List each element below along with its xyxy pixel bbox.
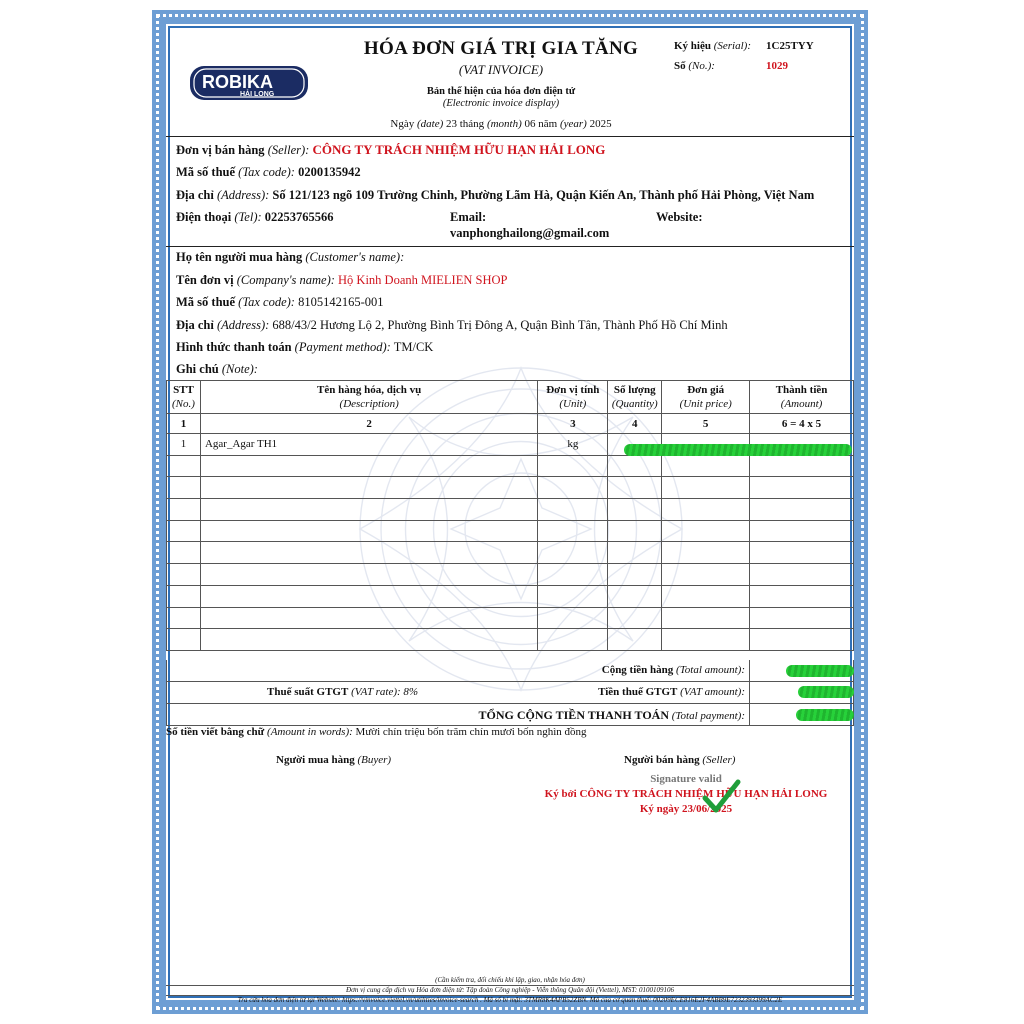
seller-signature-label: Người bán hàng (Seller) — [624, 754, 736, 766]
signature-valid-text: Signature valid — [650, 773, 722, 785]
col-header-amount: Thành tiền (Amount) — [750, 381, 854, 414]
invoice-title: HÓA ĐƠN GIÁ TRỊ GIA TĂNG — [363, 38, 639, 59]
item-no: 1 — [167, 434, 201, 456]
table-row — [167, 542, 854, 564]
redaction-scribble — [786, 665, 854, 677]
table-row — [167, 477, 854, 499]
footer-note: (Cần kiểm tra, đối chiếu khi lập, giao, nhận hóa đơn) — [435, 976, 585, 984]
seller-email: vanphonghailong@gmail.com — [450, 226, 610, 240]
total-payment-row: TỔNG CỘNG TIỀN THANH TOÁN (Total payment): — [166, 704, 854, 726]
footer-provider: Đơn vị cung cấp dịch vụ Hóa đơn điện tử: Tập đoàn Công nghiệp - Viễn thông Quân đội (Viettel), MST: 0100109106 — [166, 985, 854, 995]
seller-address-row: Địa chỉ (Address): Số 121/123 ngõ 109 Trường Chinh, Phường Lãm Hà, Quận Kiến An, Thành phố Hải Phòng, Việt Nam — [176, 188, 815, 202]
col-header-unit: Đơn vị tính (Unit) — [538, 381, 608, 414]
serial-block: Ký hiệu (Serial): 1C25TYY Số (No.): 1029 — [674, 40, 814, 72]
invoice-date: Ngày (date) 23 tháng (month) 06 năm (year) 2025 — [390, 118, 612, 130]
seller-tax-row: Mã số thuế (Tax code): 0200135942 — [176, 165, 361, 179]
payment-method: TM/CK — [393, 340, 434, 354]
column-index-row: 1 2 3 4 5 6 = 4 x 5 — [167, 414, 854, 434]
amount-in-words: Số tiền viết bằng chữ (Amount in words): Mười chín triệu bốn trăm chín mươi bốn nghìn đồng — [166, 726, 587, 738]
buyer-tax-row: Mã số thuế (Tax code): 8105142165-001 — [176, 295, 384, 309]
display-note-vn: Bản thể hiện của hóa đơn điện tử — [426, 86, 576, 97]
divider — [166, 136, 854, 137]
seller-name: CÔNG TY TRÁCH NHIỆM HỮU HẠN HẢI LONG — [312, 142, 606, 157]
col-header-description: Tên hàng hóa, dịch vụ (Description) — [200, 381, 537, 414]
checkmark-icon — [701, 776, 741, 816]
redaction-scribble — [796, 709, 854, 721]
invoice-title-block — [296, 38, 706, 130]
table-row — [167, 499, 854, 521]
customer-row: Họ tên người mua hàng (Customer's name): — [176, 250, 405, 264]
redaction-scribble — [798, 686, 854, 698]
seller-email-label: Email: — [450, 210, 487, 224]
buyer-company: Hộ Kinh Doanh MIELIEN SHOP — [338, 273, 508, 287]
invoice-footer — [166, 976, 854, 1005]
item-unit: kg — [538, 434, 608, 456]
invoice-subtitle: (VAT INVOICE) — [458, 62, 544, 77]
divider — [166, 246, 854, 247]
seller-tax-code: 0200135942 — [298, 165, 361, 179]
total-amount-row: Cộng tiền hàng (Total amount): — [166, 660, 854, 682]
signed-date-text: Ký ngày 23/06/2025 — [639, 803, 733, 815]
serial-value: 1C25TYY — [766, 40, 814, 52]
svg-text:ROBIKA: ROBIKA — [202, 72, 273, 92]
seller-address: Số 121/123 ngõ 109 Trường Chinh, Phường Lãm Hà, Quận Kiến An, Thành phố Hải Phòng, Việt Nam — [272, 188, 815, 202]
signed-by-text: Ký bởi CÔNG TY TRÁCH NHIỆM HỮU HẠN HẢI LONG — [544, 788, 828, 800]
buyer-tax-code: 8105142165-001 — [298, 295, 384, 309]
redaction-scribble — [624, 444, 852, 456]
amount-in-words-value: Mười chín triệu bốn trăm chín mươi bốn nghìn đồng — [355, 726, 587, 738]
vat-rate: 8% — [403, 686, 419, 698]
table-row — [167, 564, 854, 586]
company-logo — [188, 62, 310, 104]
table-row — [167, 629, 854, 651]
col-header-no: STT (No.) — [167, 381, 201, 414]
items-table — [166, 380, 854, 651]
seller-website-label: Website: — [656, 210, 703, 224]
col-header-quantity: Số lượng (Quantity) — [608, 381, 662, 414]
invoice-sheet — [152, 10, 868, 1014]
table-row — [167, 585, 854, 607]
company-row: Tên đơn vị (Company's name): Hộ Kinh Doanh MIELIEN SHOP — [176, 273, 508, 287]
footer-lookup: Tra cứu hóa đơn điện tử tại Website: https://vinvoice.viettel.vn/utilities/invoice-search . Mã số bí mật: 3TMR8K4APB52ZBN. Mã của cơ quan thuế: 00209ECE816E2F4ABB9E7232393399AC2E — [166, 995, 854, 1005]
invoice-number: 1029 — [766, 60, 788, 72]
seller-tel-row: Điện thoại (Tel): 02253765566 — [176, 210, 334, 224]
buyer-address-row: Địa chỉ (Address): 688/43/2 Hương Lộ 2, Phường Bình Trị Đông A, Quận Bình Tân, Thành Phố Hồ Chí Minh — [176, 318, 728, 332]
buyer-signature-label: Người mua hàng (Buyer) — [276, 754, 392, 766]
note-row: Ghi chú (Note): — [176, 362, 258, 376]
buyer-address: 688/43/2 Hương Lộ 2, Phường Bình Trị Đông A, Quận Bình Tân, Thành Phố Hồ Chí Minh — [272, 318, 728, 332]
svg-text:HẢI LONG: HẢI LONG — [240, 91, 275, 98]
col-header-unit-price: Đơn giá (Unit price) — [662, 381, 750, 414]
table-row — [167, 520, 854, 542]
seller-tel: 02253765566 — [264, 210, 334, 224]
item-description: Agar_Agar TH1 — [200, 434, 537, 456]
table-row — [167, 455, 854, 477]
table-row — [167, 607, 854, 629]
display-note-en: (Electronic invoice display) — [442, 98, 560, 109]
seller-name-row: Đơn vị bán hàng (Seller): CÔNG TY TRÁCH NHIỆM HỮU HẠN HẢI LONG — [176, 142, 606, 157]
payment-row: Hình thức thanh toán (Payment method): TM/CK — [176, 340, 434, 354]
digital-signature-block — [526, 772, 846, 817]
table-header-row — [167, 381, 854, 414]
vat-row: Thuế suất GTGT (VAT rate): 8% Tiền thuế GTGT (VAT amount): — [166, 682, 854, 704]
